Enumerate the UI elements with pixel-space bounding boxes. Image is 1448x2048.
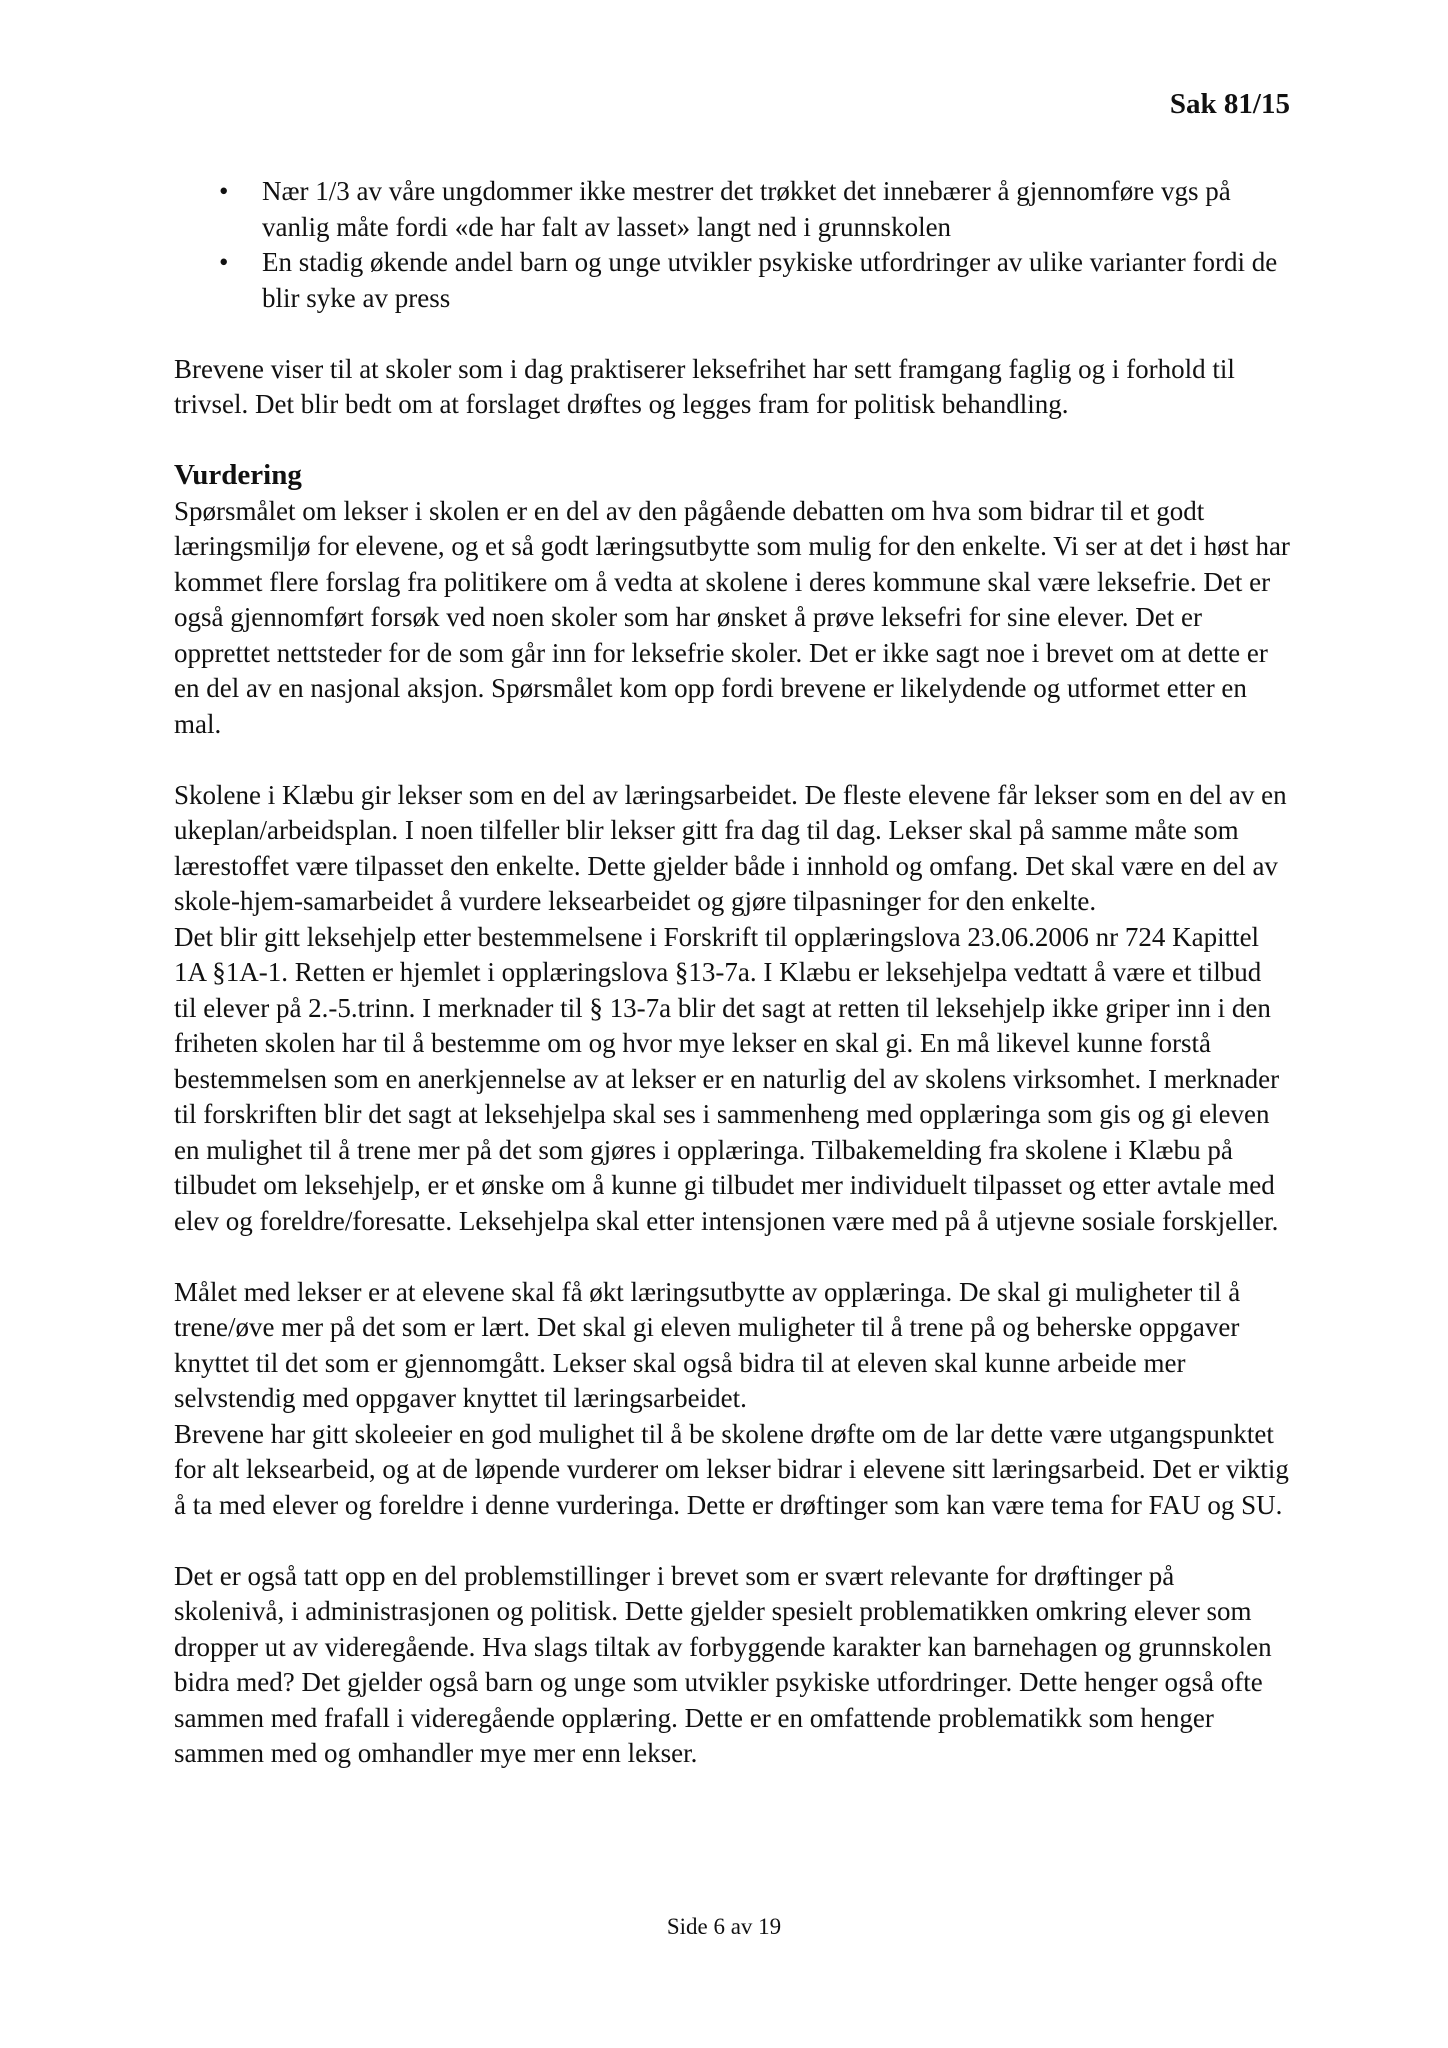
- bullet-icon: •: [219, 176, 229, 206]
- document-body: [174, 174, 1290, 1772]
- list-item: [174, 174, 1290, 245]
- paragraph-school-owner: Brevene har gitt skoleeier en god mulighet til å be skolene drøfte om de lar dette være utgangspunktet for alt leksearbeid, og at de løpende vurderer om lekser bidrar i elevene sitt læringsarbeid. Det er viktig å ta med elever og foreldre i denne vurderinga. Dette er drøftinger som kan være tema for FAU og SU.: [174, 1418, 1289, 1520]
- bullet-icon: •: [219, 247, 229, 277]
- spacer: [174, 1523, 1290, 1559]
- case-reference: Sak 81/15: [1169, 88, 1290, 120]
- paragraph-assessment: Spørsmålet om lekser i skolen er en del av den pågående debatten om hva som bidrar til et godt læringsmiljø for elevene, og et så godt læringsutbytte som mulig for den enkelte. Vi ser at det i høst har kommet flere forslag fra politikere om å vedta at skolene i deres kommune skal være leksefrie. Det er også gjennomført forsøk ved noen skoler som har ønsket å prøve leksefri for sine elever. Det er opprettet nettsteder for de som går inn for leksefrie skoler. Det er ikke sagt noe i brevet om at dette er en del av en nasjonal aksjon. Spørsmålet kom opp fordi brevene er likelydende og utformet etter en mal.: [174, 495, 1290, 739]
- spacer: [174, 423, 1290, 459]
- paragraph-homework-practice: Skolene i Klæbu gir lekser som en del av læringsarbeidet. De fleste elevene får lekser som en del av en ukeplan/arbeidsplan. I noen tilfeller blir lekser gitt fra dag til dag. Lekser skal på samme måte som lærestoffet være tilpasset den enkelte. Dette gjelder både i innhold og omfang. Det skal være en del av skole-hjem-samarbeidet å vurdere leksearbeidet og gjøre tilpasninger for den enkelte.: [174, 779, 1287, 916]
- bullet-text: En stadig økende andel barn og unge utvikler psykiske utfordringer av ulike varianter fordi de blir syke av press: [262, 247, 1278, 313]
- bullet-list: [174, 174, 1290, 316]
- paragraph-homework-goal: Målet med lekser er at elevene skal få økt læringsutbytte av opplæringa. De skal gi muligheter til å trene/øve mer på det som er lært. Det skal gi eleven muligheter til å trene på og beherske oppgaver knyttet til det som er gjennomgått. Lekser skal også bidra til at eleven skal kunne arbeide mer selvstendig med oppgaver knyttet til læringsarbeidet.: [174, 1276, 1241, 1413]
- paragraph-letters-summary: Brevene viser til at skoler som i dag praktiserer leksefrihet har sett framgang faglig og i forhold til trivsel. Det blir bedt om at forslaget drøftes og legges fram for politisk behandling.: [174, 353, 1235, 419]
- bullet-text: Nær 1/3 av våre ungdommer ikke mestrer det trøkket det innebærer å gjennomføre vgs på vanlig måte fordi «de har falt av lasset» langt ned i grunnskolen: [262, 176, 1231, 242]
- page-number: Side 6 av 19: [666, 1914, 782, 1939]
- spacer: [174, 742, 1290, 778]
- spacer: [174, 316, 1290, 352]
- section-heading: Vurdering: [174, 459, 302, 491]
- paragraph-problem-areas: Det er også tatt opp en del problemstillinger i brevet som er svært relevante for drøftinger på skolenivå, i administrasjonen og politisk. Dette gjelder spesielt problematikken omkring elever som dropper ut av videregående. Hva slags tiltak av forbyggende karakter kan barnehagen og grunnskolen bidra med? Det gjelder også barn og unge som utvikler psykiske utfordringer. Dette henger også ofte sammen med frafall i videregående opplæring. Dette er en omfattende problematikk som henger sammen med og omhandler mye mer enn lekser.: [174, 1560, 1272, 1768]
- paragraph-homework-help: Det blir gitt leksehjelp etter bestemmelsene i Forskrift til opplæringslova 23.06.2006 nr 724 Kapittel 1A §1A-1. Retten er hjemlet i opplæringslova §13-7a. I Klæbu er leksehjelpa vedtatt å være et tilbud til elever på 2.-5.trinn. I merknader til § 13-7a blir det sagt at retten til leksehjelp ikke griper inn i den friheten skolen har til å bestemme om og hvor mye lekser en skal gi. En må likevel kunne forstå bestemmelsen som en anerkjennelse av at lekser er en naturlig del av skolens virksomhet. I merknader til forskriften blir det sagt at leksehjelpa skal ses i sammenheng med opplæringa som gis og gi eleven en mulighet til å trene mer på det som gjøres i opplæringa. Tilbakemelding fra skolene i Klæbu på tilbudet om leksehjelp, er et ønske om å kunne gi tilbudet mer individuelt tilpasset og etter avtale med elev og foreldre/foresatte. Leksehjelpa skal etter intensjonen være med på å utjevne sosiale forskjeller.: [174, 921, 1280, 1236]
- spacer: [174, 1239, 1290, 1275]
- list-item: [174, 245, 1290, 316]
